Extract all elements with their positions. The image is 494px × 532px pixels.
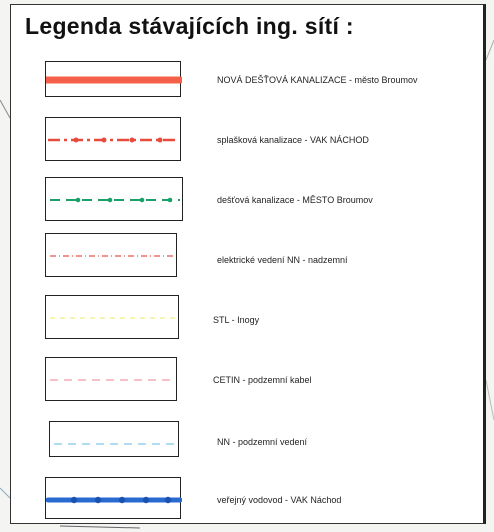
legend-swatch-2 <box>45 117 181 161</box>
legend-swatch-1 <box>45 61 181 97</box>
legend-title: Legenda stávajících ing. sítí : <box>25 13 354 39</box>
line-symbol-4 <box>46 234 178 278</box>
legend-label-8: veřejný vodovod - VAK Náchod <box>217 495 342 505</box>
legend-label-6: CETIN - podzemní kabel <box>213 375 312 385</box>
legend-swatch-7 <box>49 421 179 457</box>
line-symbol-2 <box>46 118 182 162</box>
legend-label-1: NOVÁ DEŠŤOVÁ KANALIZACE - město Broumov <box>217 75 418 85</box>
line-symbol-3 <box>46 178 184 222</box>
legend-label-2: splašková kanalizace - VAK NÁCHOD <box>217 135 369 145</box>
legend-swatch-6 <box>45 357 177 401</box>
line-symbol-5 <box>46 296 180 340</box>
legend-swatch-3 <box>45 177 183 221</box>
legend-swatch-5 <box>45 295 179 339</box>
legend-label-4: elektrické vedení NN - nadzemní <box>217 255 348 265</box>
legend-label-5: STL - Inogy <box>213 315 260 325</box>
line-symbol-1 <box>46 62 182 98</box>
line-symbol-7 <box>50 422 180 458</box>
legend-swatch-8 <box>45 477 181 519</box>
legend-swatch-4 <box>45 233 177 277</box>
line-symbol-8 <box>46 478 182 520</box>
legend-label-3: dešťová kanalizace - MĚSTO Broumov <box>217 195 373 205</box>
line-symbol-6 <box>46 358 178 402</box>
legend-label-7: NN - podzemní vedení <box>217 437 308 447</box>
legend-panel <box>10 4 486 524</box>
